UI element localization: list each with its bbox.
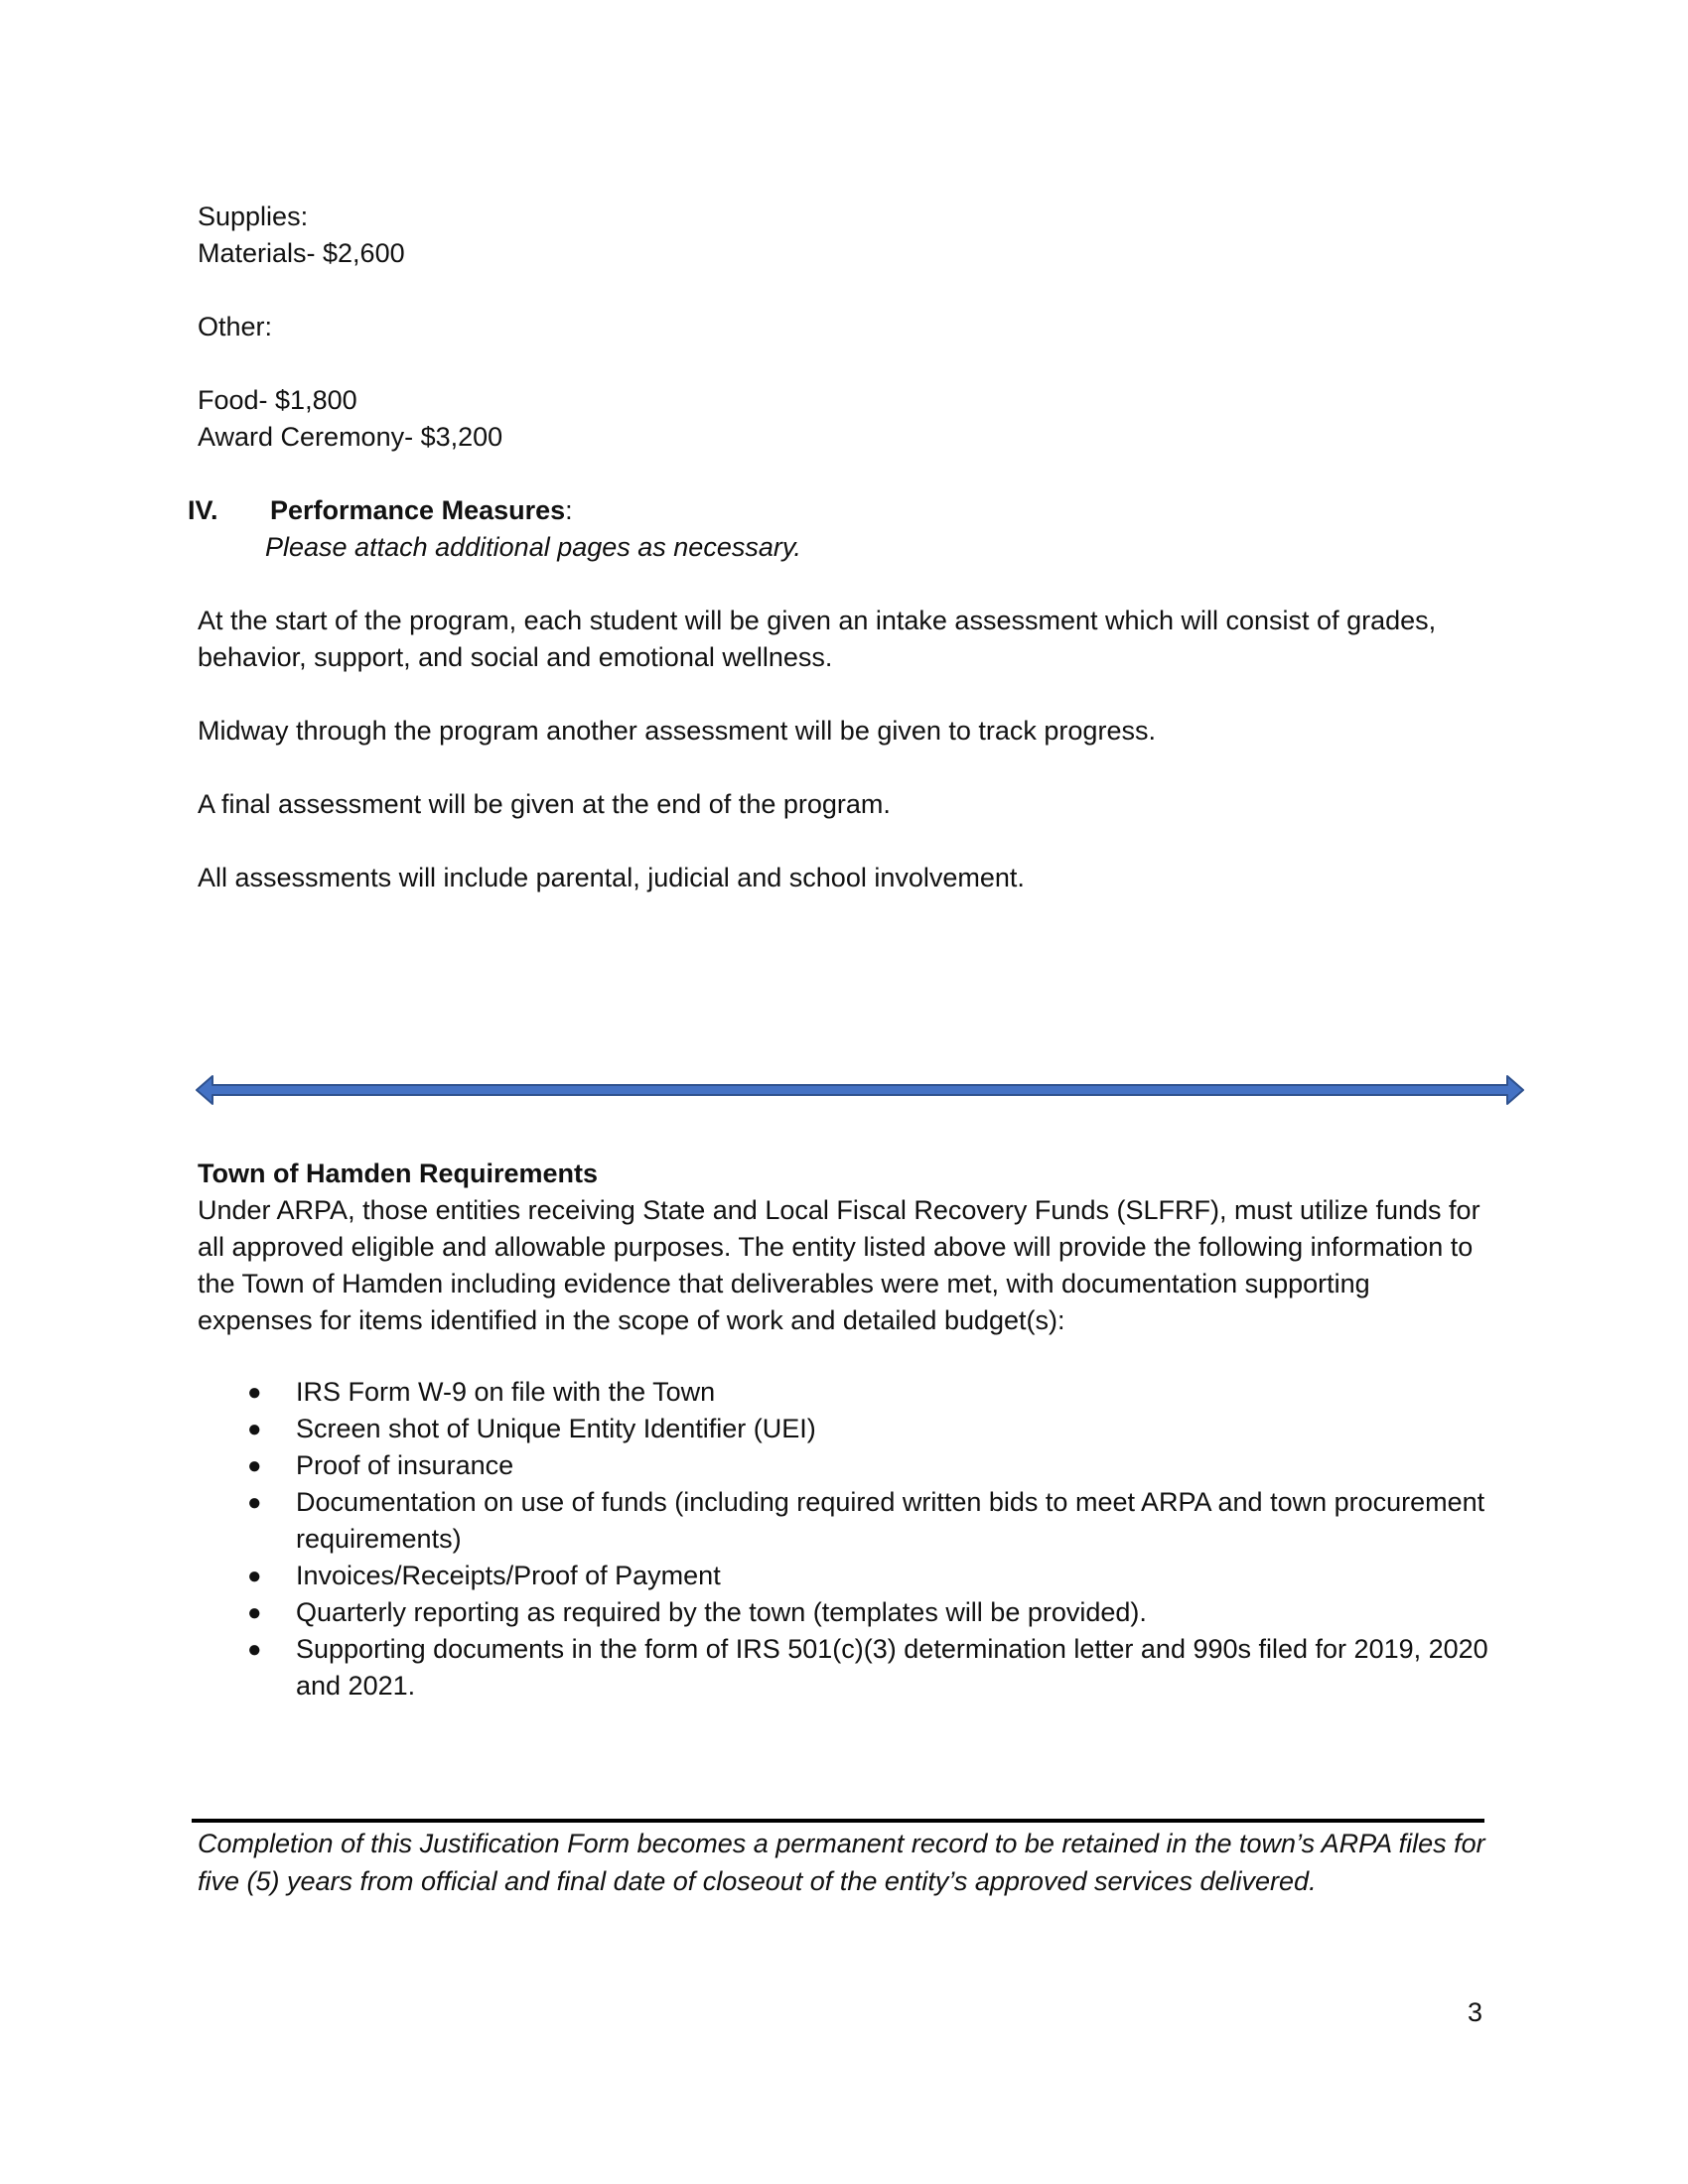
list-item-text: Quarterly reporting as required by the town (templates will be provided). (296, 1597, 1147, 1627)
bullet-icon: ● (247, 1489, 262, 1516)
other-heading: Other: (198, 312, 273, 341)
bullet-icon: ● (247, 1379, 262, 1406)
bullet-icon: ● (247, 1563, 262, 1589)
list-item (198, 1594, 1488, 1631)
requirements-list (198, 1374, 1488, 1705)
bullet-icon: ● (247, 1452, 262, 1479)
list-item-text: Invoices/Receipts/Proof of Payment (296, 1561, 721, 1590)
bullet-icon: ● (247, 1636, 262, 1663)
list-item (198, 1484, 1488, 1558)
bullet-icon: ● (247, 1599, 262, 1626)
list-item-text: Screen shot of Unique Entity Identifier (UEI) (296, 1414, 816, 1443)
list-item (198, 1374, 1488, 1411)
list-item-text: IRS Form W-9 on file with the Town (296, 1377, 716, 1407)
section-heading (270, 492, 573, 529)
award-ceremony-line: Award Ceremony- $3,200 (198, 422, 503, 452)
supplies-heading: Supplies: (198, 202, 309, 231)
page-number: 3 (1468, 1997, 1483, 2027)
requirements-intro: Under ARPA, those entities receiving State and Local Fiscal Recovery Funds (SLFRF), must utilize funds for all approved eligible and allowable purposes. The entity listed above will provide the following information to the Town of Hamden including evidence that deliverables were met, with documentation supporting expenses for items identified in the scope of work and detailed budget(s): (198, 1195, 1480, 1335)
double-arrow-divider (195, 1072, 1525, 1108)
bullet-icon: ● (247, 1416, 262, 1442)
list-item (198, 1447, 1488, 1484)
list-item (198, 1631, 1488, 1705)
section-title: Performance Measures (270, 495, 566, 525)
list-item-text: Documentation on use of funds (including required written bids to meet ARPA and town procurement requirements) (296, 1487, 1485, 1554)
midway-paragraph: Midway through the program another assessment will be given to track progress. (198, 716, 1156, 746)
section-note: Please attach additional pages as necessary. (265, 532, 801, 562)
footer-note: Completion of this Justification Form becomes a permanent record to be retained in the town’s ARPA files for five (5) years from official and final date of closeout of the entity’s approved services delivered. (198, 1829, 1485, 1896)
intake-paragraph: At the start of the program, each student will be given an intake assessment which will consist of grades, behavior, support, and social and emotional wellness. (198, 606, 1437, 672)
materials-line: Materials- $2,600 (198, 238, 405, 268)
list-item-text: Supporting documents in the form of IRS 501(c)(3) determination letter and 990s filed for 2019, 2020 and 2021. (296, 1634, 1488, 1701)
footer-rule (192, 1819, 1484, 1823)
final-paragraph: A final assessment will be given at the end of the program. (198, 789, 891, 819)
list-item (198, 1558, 1488, 1594)
food-line: Food- $1,800 (198, 385, 357, 415)
section-numeral: IV. (188, 495, 218, 525)
list-item-text: Proof of insurance (296, 1450, 514, 1480)
involvement-paragraph: All assessments will include parental, judicial and school involvement. (198, 863, 1025, 892)
section-title-colon: : (565, 495, 573, 525)
requirements-title: Town of Hamden Requirements (198, 1159, 599, 1188)
list-item (198, 1411, 1488, 1447)
